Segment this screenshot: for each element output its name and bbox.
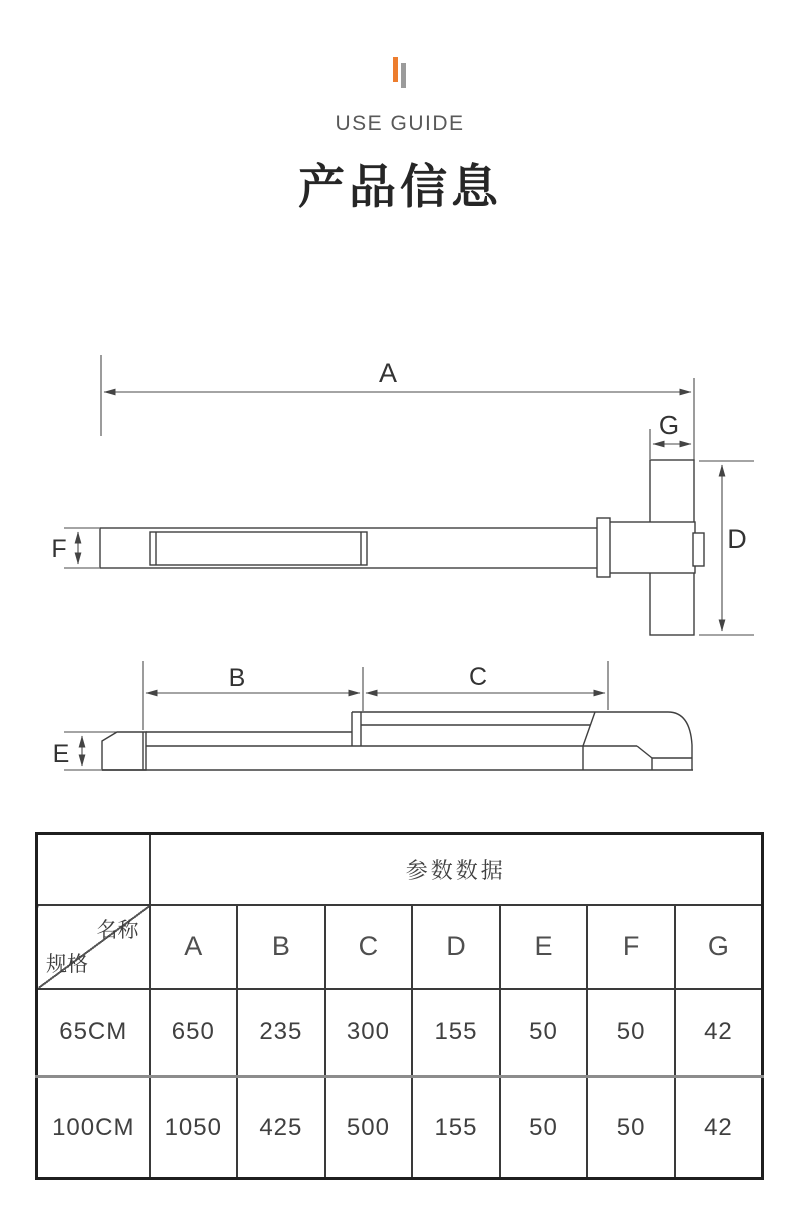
table-cell: 300 [325,989,413,1077]
top-view-drawing [51,355,754,635]
column-header-c: C [325,905,413,989]
table-cell: 500 [325,1077,413,1179]
bar-collar-shape [597,518,610,577]
table-cell: 50 [587,1077,675,1179]
dimension-a [101,355,694,461]
latch-head-shape [609,522,695,573]
dimension-g [650,410,691,459]
dim-label-d: D [727,524,747,554]
row-spec-label: 100CM [37,1077,150,1179]
table-cell: 425 [237,1077,325,1179]
table-cell: 235 [237,989,325,1077]
table-cell: 1050 [150,1077,238,1179]
dimension-e [53,732,127,770]
product-dimension-diagram [0,340,800,820]
table-cell: 155 [412,1077,500,1179]
table-cell: 50 [500,989,588,1077]
table-row-100cm [37,1077,763,1179]
page-title: 产品信息 [298,160,502,213]
dimension-c [366,661,608,710]
dim-label-e: E [52,740,70,768]
push-bar-shape [100,528,599,568]
column-header-f: F [587,905,675,989]
dim-label-c: C [468,663,488,691]
dim-label-a: A [378,358,398,388]
table-row-65cm [37,989,763,1077]
table-cell: 155 [412,989,500,1077]
dimension-f [51,528,99,568]
corner-label-name: 名称 [96,918,139,942]
corner-label-spec: 规格 [46,952,88,976]
table-cell: 42 [675,989,763,1077]
accent-bar-orange-icon [393,57,398,82]
table-cell: 650 [150,989,238,1077]
dim-label-b: B [228,664,246,692]
dim-label-g: G [658,410,680,440]
dim-label-f: F [51,535,67,563]
accent-bar-gray-icon [401,63,406,88]
table-cell: 50 [500,1077,588,1179]
side-view-drawing [53,661,693,770]
column-header-e: E [500,905,588,989]
latch-bolt-shape [693,533,704,566]
dimension-d [699,461,754,635]
table-diagonal-header-cell [37,905,150,989]
column-header-b: B [237,905,325,989]
column-header-a: A [150,905,238,989]
column-header-g: G [675,905,763,989]
table-corner-empty-cell [37,834,150,905]
table-cell: 42 [675,1077,763,1179]
table-cell: 50 [587,989,675,1077]
section-subtitle: USE GUIDE [335,112,465,135]
dimension-b [143,661,363,730]
table-title-cell: 参数数据 [150,834,763,905]
parameter-table [35,832,764,1180]
side-profile-shape [102,712,693,770]
column-header-d: D [412,905,500,989]
row-spec-label: 65CM [37,989,150,1077]
